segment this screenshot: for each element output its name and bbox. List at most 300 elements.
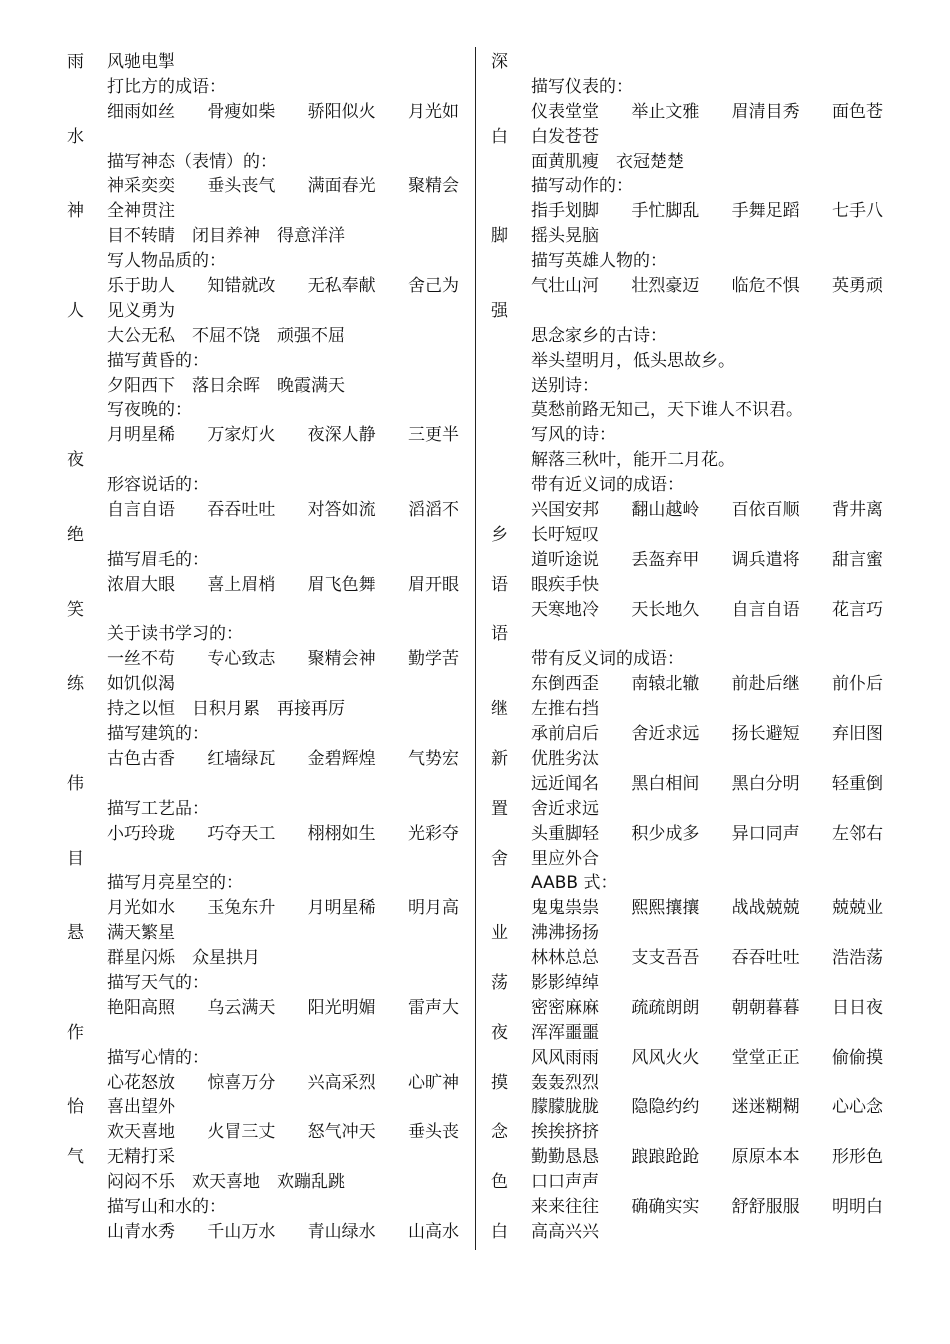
idiom: 对答如流 [307, 500, 376, 521]
idiom-row [107, 1120, 459, 1145]
idiom: 玉兔东升 [207, 898, 276, 919]
idiom: 远近闻名 [531, 773, 599, 794]
idiom: 南辕北辙 [631, 674, 700, 695]
line-text: 送别诗： [531, 375, 599, 396]
text-line [67, 349, 477, 374]
text-line [67, 971, 477, 996]
text-line [67, 448, 477, 473]
idiom: 舍近求远 [631, 724, 700, 745]
text-line [67, 150, 477, 175]
idiom: 三更半 [407, 425, 459, 446]
line-text: 写人物品质的： [107, 251, 226, 272]
text-line [491, 374, 901, 399]
idiom: 浩浩荡 [831, 948, 883, 969]
idiom: 吞吞吐吐 [207, 500, 276, 521]
line-text: 描写仪表的： [531, 76, 633, 97]
idiom: 喜上眉梢 [207, 574, 276, 595]
idiom: 细雨如丝 [107, 101, 175, 122]
text-line [491, 1170, 901, 1195]
idiom-row [531, 672, 883, 697]
text-line [67, 125, 477, 150]
text-line [491, 871, 901, 896]
idiom: 月光如 [407, 101, 459, 122]
wrapped-char: 怡 [67, 1097, 84, 1118]
text-line [491, 1220, 901, 1245]
idiom: 轻重倒 [831, 773, 883, 794]
idiom: 左邻右 [831, 823, 883, 844]
idiom-row [107, 573, 459, 598]
idiom: 欢天喜地 [107, 1122, 175, 1143]
text-line [67, 523, 477, 548]
wrapped-char: 置 [491, 798, 508, 819]
text-line [491, 1195, 901, 1220]
idiom: 一丝不苟 [107, 649, 175, 670]
idiom: 林林总总 [531, 948, 599, 969]
text-line [491, 324, 901, 349]
idiom: 无私奉献 [307, 276, 376, 297]
idiom: 知错就改 [207, 276, 276, 297]
text-line [67, 199, 477, 224]
idiom: 兴高采烈 [307, 1072, 376, 1093]
text-line [67, 548, 477, 573]
line-text: 左推右挡 [531, 699, 599, 720]
idiom: 黑白相间 [631, 773, 700, 794]
text-line [491, 349, 901, 374]
column-divider [475, 47, 476, 1250]
idiom: 支支吾吾 [631, 948, 700, 969]
idiom: 垂头丧 [407, 1122, 459, 1143]
idiom: 确确实实 [631, 1196, 700, 1217]
idiom: 巧夺天工 [207, 823, 276, 844]
idiom: 战战兢兢 [731, 898, 800, 919]
idiom-row [531, 822, 883, 847]
idiom: 天寒地冷 [531, 599, 599, 620]
text-line [491, 199, 901, 224]
wrapped-char: 夜 [67, 450, 84, 471]
text-line [67, 573, 477, 598]
text-line [491, 722, 901, 747]
idiom: 心旷神 [407, 1072, 459, 1093]
idiom: 踉踉跄跄 [631, 1147, 700, 1168]
text-line [67, 1071, 477, 1096]
text-line [67, 797, 477, 822]
wrapped-char: 舍 [491, 848, 508, 869]
wrapped-char: 目 [67, 848, 84, 869]
wrapped-char: 摸 [491, 1072, 508, 1093]
idiom: 英勇顽 [831, 276, 883, 297]
text-line [491, 1095, 901, 1120]
idiom: 花言巧 [831, 599, 883, 620]
text-line [67, 75, 477, 100]
text-line [491, 1145, 901, 1170]
idiom: 鬼鬼祟祟 [531, 898, 599, 919]
line-text: 轰轰烈烈 [531, 1072, 599, 1093]
text-line [67, 946, 477, 971]
text-line [491, 896, 901, 921]
text-line [491, 75, 901, 100]
line-text: 带有近义词的成语： [531, 475, 684, 496]
line-text: 描写神态（表情）的： [107, 151, 277, 172]
line-text: 面黄肌瘦 衣冠楚楚 [531, 151, 684, 172]
left-column [67, 50, 477, 1245]
idiom: 指手划脚 [531, 201, 599, 222]
idiom: 月明星稀 [307, 898, 376, 919]
text-line [491, 523, 901, 548]
text-line [491, 996, 901, 1021]
line-text: 打比方的成语： [107, 76, 226, 97]
text-line [67, 822, 477, 847]
idiom: 满面春光 [307, 176, 376, 197]
idiom: 山青水秀 [107, 1221, 175, 1242]
idiom: 山高水 [407, 1221, 459, 1242]
idiom: 心花怒放 [107, 1072, 175, 1093]
idiom: 眉清目秀 [731, 101, 800, 122]
idiom: 心心念 [831, 1097, 883, 1118]
idiom-row [531, 100, 883, 125]
text-line [491, 448, 901, 473]
idiom: 临危不惧 [731, 276, 800, 297]
idiom: 举止文雅 [631, 101, 700, 122]
idiom: 舍己为 [407, 276, 459, 297]
idiom: 艳阳高照 [107, 997, 175, 1018]
wrapped-char: 水 [67, 126, 84, 147]
wrapped-char: 白 [491, 1221, 508, 1242]
idiom: 丢盔弃甲 [631, 549, 700, 570]
text-line [491, 697, 901, 722]
text-line [67, 722, 477, 747]
text-line [67, 1095, 477, 1120]
idiom-row [531, 199, 883, 224]
text-line [491, 125, 901, 150]
text-line [67, 647, 477, 672]
line-text: 无精打采 [107, 1147, 175, 1168]
line-text: 写风的诗： [531, 425, 616, 446]
idiom: 千山万水 [207, 1221, 276, 1242]
line-text: 举头望明月，低头思故乡。 [531, 350, 735, 371]
idiom-row [107, 1071, 459, 1096]
idiom: 手舞足蹈 [731, 201, 800, 222]
idiom: 雷声大 [407, 997, 459, 1018]
idiom: 偷偷摸 [831, 1047, 883, 1068]
idiom: 小巧玲珑 [107, 823, 175, 844]
idiom: 黑白分明 [731, 773, 800, 794]
wrapped-char: 伟 [67, 773, 84, 794]
line-text: 夕阳西下 落日余晖 晚霞满天 [107, 375, 345, 396]
text-line [67, 100, 477, 125]
text-line [67, 1021, 477, 1046]
idiom: 眉飞色舞 [307, 574, 376, 595]
line-text: 描写建筑的： [107, 724, 209, 745]
line-text: 高高兴兴 [531, 1221, 599, 1242]
idiom: 阳光明媚 [307, 997, 376, 1018]
line-text: 全神贯注 [107, 201, 175, 222]
text-line [491, 1046, 901, 1071]
line-text: 莫愁前路无知己，天下谁人不识君。 [531, 400, 803, 421]
line-text: 描写心情的： [107, 1047, 209, 1068]
idiom: 迷迷糊糊 [731, 1097, 800, 1118]
text-line [67, 996, 477, 1021]
text-line [67, 374, 477, 399]
text-line [491, 822, 901, 847]
idiom-row [531, 1046, 883, 1071]
idiom: 积少成多 [631, 823, 700, 844]
line-text: 大公无私 不屈不饶 顽强不屈 [107, 325, 345, 346]
line-text: 眼疾手快 [531, 574, 599, 595]
idiom: 熙熙攘攘 [631, 898, 700, 919]
idiom: 头重脚轻 [531, 823, 599, 844]
text-line [67, 1120, 477, 1145]
wrapped-char: 新 [491, 748, 508, 769]
idiom: 浓眉大眼 [107, 574, 175, 595]
text-line [67, 324, 477, 349]
idiom: 眉开眼 [407, 574, 459, 595]
idiom: 仪表堂堂 [531, 101, 599, 122]
text-line [491, 573, 901, 598]
idiom-row [107, 274, 459, 299]
text-line [491, 498, 901, 523]
idiom: 扬长避短 [731, 724, 800, 745]
line-text: 持之以恒 日积月累 再接再厉 [107, 699, 345, 720]
idiom: 月光如水 [107, 898, 175, 919]
idiom: 月明星稀 [107, 425, 175, 446]
idiom-row [531, 274, 883, 299]
line-text: 优胜劣汰 [531, 748, 599, 769]
idiom-row [107, 747, 459, 772]
text-line [491, 672, 901, 697]
idiom-row [531, 996, 883, 1021]
line-text: 见义勇为 [107, 300, 175, 321]
text-line [491, 1021, 901, 1046]
idiom: 光彩夺 [407, 823, 459, 844]
text-line [491, 548, 901, 573]
idiom-row [107, 822, 459, 847]
line-text: 描写眉毛的： [107, 549, 209, 570]
text-line [67, 1220, 477, 1245]
wrapped-char: 继 [491, 699, 508, 720]
idiom: 骨瘦如柴 [207, 101, 276, 122]
idiom: 专心致志 [207, 649, 276, 670]
idiom-row [107, 996, 459, 1021]
line-text: 喜出望外 [107, 1097, 175, 1118]
wrapped-char: 白 [491, 126, 508, 147]
wrapped-char: 气 [67, 1147, 84, 1168]
text-line [67, 847, 477, 872]
text-line [67, 174, 477, 199]
idiom: 聚精会神 [307, 649, 376, 670]
idiom: 道听途说 [531, 549, 599, 570]
idiom: 天长地久 [631, 599, 700, 620]
text-line [491, 797, 901, 822]
text-line [491, 847, 901, 872]
idiom-row [531, 722, 883, 747]
line-text: 描写动作的： [531, 176, 633, 197]
idiom: 栩栩如生 [307, 823, 376, 844]
wrapped-char: 荡 [491, 972, 508, 993]
idiom: 兢兢业 [831, 898, 883, 919]
wrapped-char: 念 [491, 1122, 508, 1143]
idiom: 乐于助人 [107, 276, 175, 297]
idiom-row [531, 1145, 883, 1170]
text-line [67, 473, 477, 498]
text-line [67, 697, 477, 722]
text-line [67, 921, 477, 946]
line-text: 描写天气的： [107, 972, 209, 993]
wrapped-char: 笑 [67, 599, 84, 620]
idiom: 明月高 [407, 898, 459, 919]
wrapped-char: 神 [67, 201, 84, 222]
wrapped-char: 业 [491, 923, 508, 944]
idiom: 七手八 [831, 201, 883, 222]
line-text: 口口声声 [531, 1172, 599, 1193]
idiom: 形形色 [831, 1147, 883, 1168]
text-line [67, 622, 477, 647]
idiom: 面色苍 [831, 101, 883, 122]
text-line [67, 1195, 477, 1220]
idiom-row [107, 498, 459, 523]
idiom-row [531, 548, 883, 573]
idiom-row [531, 498, 883, 523]
idiom: 勤勤恳恳 [531, 1147, 599, 1168]
idiom: 勤学苦 [407, 649, 459, 670]
idiom: 背井离 [831, 500, 883, 521]
text-line [67, 1046, 477, 1071]
text-line [491, 921, 901, 946]
idiom: 垂头丧气 [207, 176, 276, 197]
idiom: 火冒三丈 [207, 1122, 276, 1143]
idiom-row [107, 647, 459, 672]
idiom: 自言自语 [107, 500, 175, 521]
wrapped-char: 深 [491, 52, 508, 72]
idiom-row [107, 1220, 459, 1245]
text-line [67, 1145, 477, 1170]
idiom: 百依百顺 [731, 500, 800, 521]
line-text: 风驰电掣 [107, 52, 175, 72]
line-text: 目不转睛 闭目养神 得意洋洋 [107, 226, 345, 247]
wrapped-char: 乡 [491, 524, 508, 545]
idiom: 气壮山河 [531, 276, 599, 297]
text-line [491, 622, 901, 647]
line-text: 满天繁星 [107, 923, 175, 944]
text-line [67, 50, 477, 75]
idiom-row [531, 1195, 883, 1220]
line-text: 闷闷不乐 欢天喜地 欢蹦乱跳 [107, 1172, 345, 1193]
line-text: 描写山和水的： [107, 1196, 226, 1217]
idiom: 气势宏 [407, 748, 459, 769]
idiom: 日日夜 [831, 997, 883, 1018]
line-text: 带有反义词的成语： [531, 649, 684, 670]
idiom: 朝朝暮暮 [731, 997, 800, 1018]
line-text: 如饥似渴 [107, 674, 175, 695]
idiom: 壮烈豪迈 [631, 276, 700, 297]
text-line [67, 249, 477, 274]
idiom: 吞吞吐吐 [731, 948, 800, 969]
text-line [67, 672, 477, 697]
right-column [491, 50, 901, 1245]
idiom: 甜言蜜 [831, 549, 883, 570]
idiom-row [107, 174, 459, 199]
line-text: 里应外合 [531, 848, 599, 869]
wrapped-char: 人 [67, 300, 84, 321]
idiom: 神采奕奕 [107, 176, 175, 197]
text-line [491, 224, 901, 249]
wrapped-char: 绝 [67, 524, 84, 545]
wrapped-char: 语 [491, 574, 508, 595]
idiom: 滔滔不 [407, 500, 459, 521]
text-line [491, 299, 901, 324]
text-line [491, 598, 901, 623]
idiom: 兴国安邦 [531, 500, 599, 521]
text-line [491, 100, 901, 125]
idiom: 前仆后 [831, 674, 883, 695]
idiom: 明明白 [831, 1196, 883, 1217]
text-line [491, 772, 901, 797]
idiom: 密密麻麻 [531, 997, 599, 1018]
idiom-row [107, 896, 459, 921]
text-line [67, 224, 477, 249]
text-line [491, 423, 901, 448]
idiom-row [107, 100, 459, 125]
text-line [491, 647, 901, 672]
idiom: 聚精会 [407, 176, 459, 197]
idiom: 风风雨雨 [531, 1047, 599, 1068]
idiom: 自言自语 [731, 599, 800, 620]
idiom: 弃旧图 [831, 724, 883, 745]
line-text: 舍近求远 [531, 798, 599, 819]
wrapped-char: 脚 [491, 226, 508, 247]
text-line [67, 598, 477, 623]
text-line [491, 274, 901, 299]
idiom: 异口同声 [731, 823, 800, 844]
text-line [491, 50, 901, 75]
idiom: 古色古香 [107, 748, 175, 769]
text-line [67, 398, 477, 423]
wrapped-char: 夜 [491, 1022, 508, 1043]
text-line [491, 398, 901, 423]
line-text: 描写工艺品： [107, 798, 209, 819]
wrapped-char: 语 [491, 624, 508, 645]
idiom: 金碧辉煌 [307, 748, 376, 769]
idiom: 怒气冲天 [307, 1122, 376, 1143]
line-text: 浑浑噩噩 [531, 1022, 599, 1043]
idiom-row [531, 772, 883, 797]
text-line [491, 150, 901, 175]
idiom: 惊喜万分 [207, 1072, 276, 1093]
text-line [491, 1120, 901, 1145]
text-line [67, 299, 477, 324]
idiom-row [531, 896, 883, 921]
idiom-row [531, 598, 883, 623]
idiom: 调兵遣将 [731, 549, 800, 570]
wrapped-char: 强 [491, 300, 508, 321]
text-line [491, 946, 901, 971]
line-text: 思念家乡的古诗： [531, 325, 667, 346]
line-text: AABB 式： [531, 873, 618, 894]
text-line [67, 896, 477, 921]
wrapped-char: 作 [67, 1022, 84, 1043]
idiom: 疏疏朗朗 [631, 997, 700, 1018]
idiom: 手忙脚乱 [631, 201, 700, 222]
text-line [67, 274, 477, 299]
line-text: 群星闪烁 众星拱月 [107, 948, 260, 969]
text-line [491, 473, 901, 498]
idiom: 来来往往 [531, 1196, 599, 1217]
line-text: 描写月亮星空的： [107, 873, 243, 894]
line-text: 解落三秋叶，能开二月花。 [531, 450, 735, 471]
line-text: 影影绰绰 [531, 972, 599, 993]
idiom: 舒舒服服 [731, 1196, 800, 1217]
text-line [491, 747, 901, 772]
text-line [491, 1071, 901, 1096]
